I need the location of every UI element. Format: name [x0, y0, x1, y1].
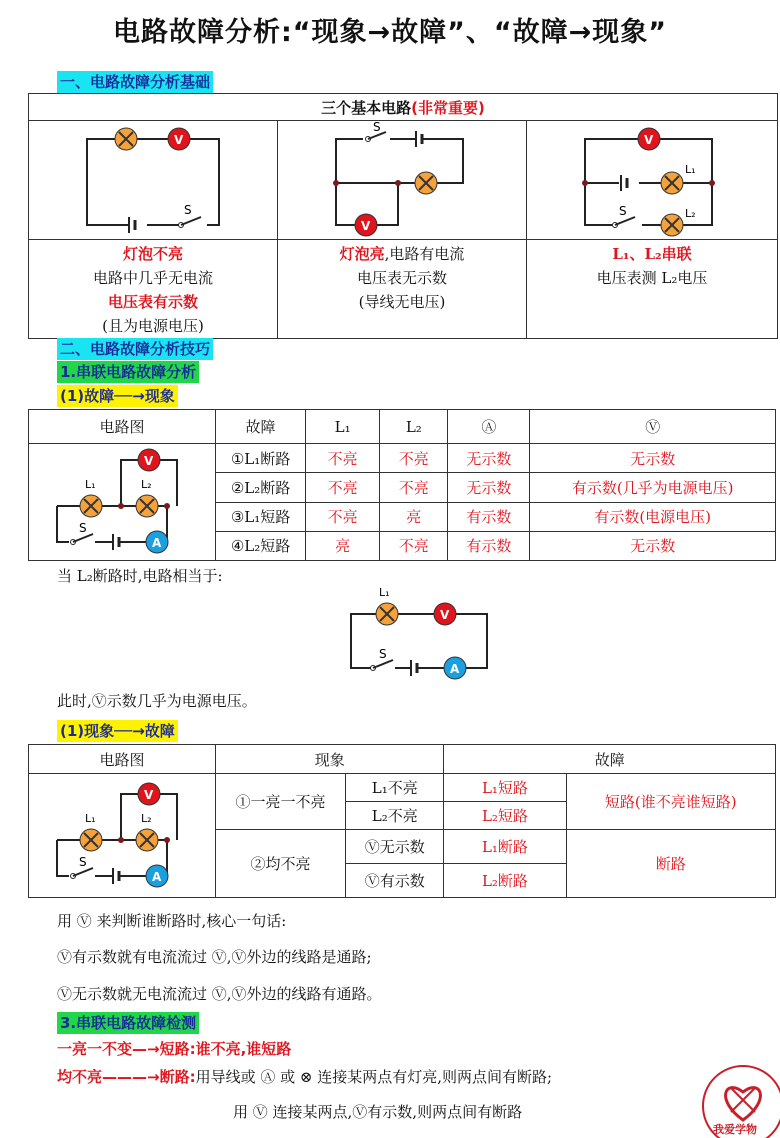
voltmeter-cell: 有示数(几乎为电源电压) [530, 473, 776, 502]
svg-text:V: V [144, 454, 154, 468]
table-row [29, 444, 776, 473]
circuit-2-description: 灯泡亮,电路有电流 电压表无示数 (导线无电压) [278, 240, 527, 339]
l1-cell: 不亮 [306, 444, 380, 473]
l2-not-lit: L₂不亮 [346, 802, 444, 830]
ammeter-cell: 有示数 [448, 502, 530, 531]
l2-short: L₂短路 [444, 802, 566, 830]
svg-text:V: V [361, 219, 371, 233]
series-circuit-diagram-2 [29, 774, 216, 898]
l2-cell: 不亮 [380, 531, 448, 560]
brand-logo [695, 1058, 780, 1138]
note-voltmeter: 此时,Ⓥ示数几乎为电源电压。 [57, 692, 257, 710]
svg-text:V: V [174, 133, 184, 147]
detection-voltmeter: 用 Ⓥ 连接某两点,Ⓥ有示数,则两点间有断路 [233, 1103, 523, 1121]
circuit-3-description: L₁、L₂串联 电压表测 L₂电压 [527, 240, 778, 339]
voltmeter-no-reading: Ⓥ无示数 [346, 830, 444, 864]
svg-text:L₁: L₁ [85, 811, 96, 825]
ammeter-cell: 无示数 [448, 444, 530, 473]
svg-text:L₁: L₁ [85, 478, 96, 491]
header-l1: L₁ [306, 410, 380, 444]
l1-not-lit: L₁不亮 [346, 774, 444, 802]
svg-text:L₂: L₂ [141, 478, 152, 491]
svg-text:V: V [144, 787, 154, 802]
l1-cell: 不亮 [306, 473, 380, 502]
svg-text:S: S [79, 521, 87, 535]
page-title: 电路故障分析:“现象→故障”、“故障→现象” [112, 17, 668, 48]
l1-cell: 不亮 [306, 502, 380, 531]
subheading-series-analysis: 1.串联电路故障分析 [57, 361, 199, 383]
voltmeter-cell: 无示数 [530, 531, 776, 560]
basic-table-title: 三个基本电路(非常重要) [29, 94, 778, 121]
note-l2-open: 当 L₂断路时,电路相当于: [57, 567, 223, 585]
header-circuit: 电路图 [29, 745, 216, 774]
voltmeter-cell: 有示数(电源电压) [530, 502, 776, 531]
voltmeter-rule-intro: 用 Ⓥ 来判断谁断路时,核心一句话: [57, 912, 287, 930]
equivalent-circuit-diagram [335, 582, 505, 682]
fault-short-summary: 短路(谁不亮谁短路) [566, 774, 775, 830]
svg-text:L₂: L₂ [141, 811, 152, 825]
svg-text:L₁: L₁ [685, 163, 696, 176]
circuit-diagram-3 [527, 121, 778, 240]
fault-open-summary: 断路 [566, 830, 775, 898]
l2-cell: 不亮 [380, 444, 448, 473]
subheading-phenomenon-to-fault: (1)现象──→故障 [57, 720, 178, 742]
svg-text:A: A [450, 662, 460, 676]
l1-open: L₁断路 [444, 830, 566, 864]
voltmeter-has-reading: Ⓥ有示数 [346, 864, 444, 898]
fault-phenomenon-table [28, 409, 776, 561]
header-fault: 故障 [444, 745, 776, 774]
fault-cell: ②L₂断路 [216, 473, 306, 502]
l2-cell: 亮 [380, 502, 448, 531]
ammeter-cell: 有示数 [448, 531, 530, 560]
svg-text:S: S [184, 203, 192, 217]
subheading-fault-to-phenomenon: (1)故障──→现象 [57, 385, 178, 407]
l2-cell: 不亮 [380, 473, 448, 502]
header-phenomenon: 现象 [216, 745, 444, 774]
circuit-diagram-2 [278, 121, 527, 240]
header-voltmeter: Ⓥ [530, 410, 776, 444]
svg-text:S: S [373, 121, 381, 134]
basic-circuits-table [28, 93, 778, 339]
fault-cell: ③L₁短路 [216, 502, 306, 531]
detection-short: 一亮一不变—→短路:谁不亮,谁短路 [57, 1040, 292, 1058]
l1-cell: 亮 [306, 531, 380, 560]
svg-text:A: A [152, 869, 162, 884]
voltmeter-rule-1: Ⓥ有示数就有电流流过 Ⓥ,Ⓥ外边的线路是通路; [57, 948, 372, 966]
svg-text:V: V [440, 608, 450, 622]
voltmeter-rule-2: Ⓥ无示数就无电流流过 Ⓥ,Ⓥ外边的线路有通路。 [57, 985, 382, 1003]
l2-open: L₂断路 [444, 864, 566, 898]
header-fault: 故障 [216, 410, 306, 444]
svg-text:我爱学物: 我爱学物 [713, 1123, 757, 1136]
section-heading-techniques: 二、电路故障分析技巧 [57, 338, 213, 360]
detection-open: 均不亮———→断路:用导线或 Ⓐ 或 ⊗ 连接某两点有灯亮,则两点间有断路; [57, 1068, 553, 1086]
svg-text:L₁: L₁ [379, 586, 390, 599]
svg-text:S: S [379, 647, 387, 661]
series-circuit-diagram [29, 444, 216, 561]
svg-text:V: V [644, 133, 654, 147]
header-circuit: 电路图 [29, 410, 216, 444]
subheading-fault-detection: 3.串联电路故障检测 [57, 1012, 199, 1034]
fault-cell: ④L₂短路 [216, 531, 306, 560]
l1-short: L₁短路 [444, 774, 566, 802]
svg-text:A: A [152, 536, 162, 550]
section-heading-basics: 一、电路故障分析基础 [57, 71, 213, 93]
phenomenon-fault-table [28, 744, 776, 898]
svg-text:L₂: L₂ [685, 207, 696, 220]
header-ammeter: Ⓐ [448, 410, 530, 444]
header-l2: L₂ [380, 410, 448, 444]
ammeter-cell: 无示数 [448, 473, 530, 502]
circuit-diagram-1 [29, 121, 278, 240]
phenomenon-none-lit: ②均不亮 [216, 830, 346, 898]
circuit-1-description: 灯泡不亮 电路中几乎无电流 电压表有示数 (且为电源电压) [29, 240, 278, 339]
fault-cell: ①L₁断路 [216, 444, 306, 473]
voltmeter-cell: 无示数 [530, 444, 776, 473]
svg-text:S: S [619, 204, 627, 218]
phenomenon-one-lit: ①一亮一不亮 [216, 774, 346, 830]
svg-text:S: S [79, 854, 87, 869]
